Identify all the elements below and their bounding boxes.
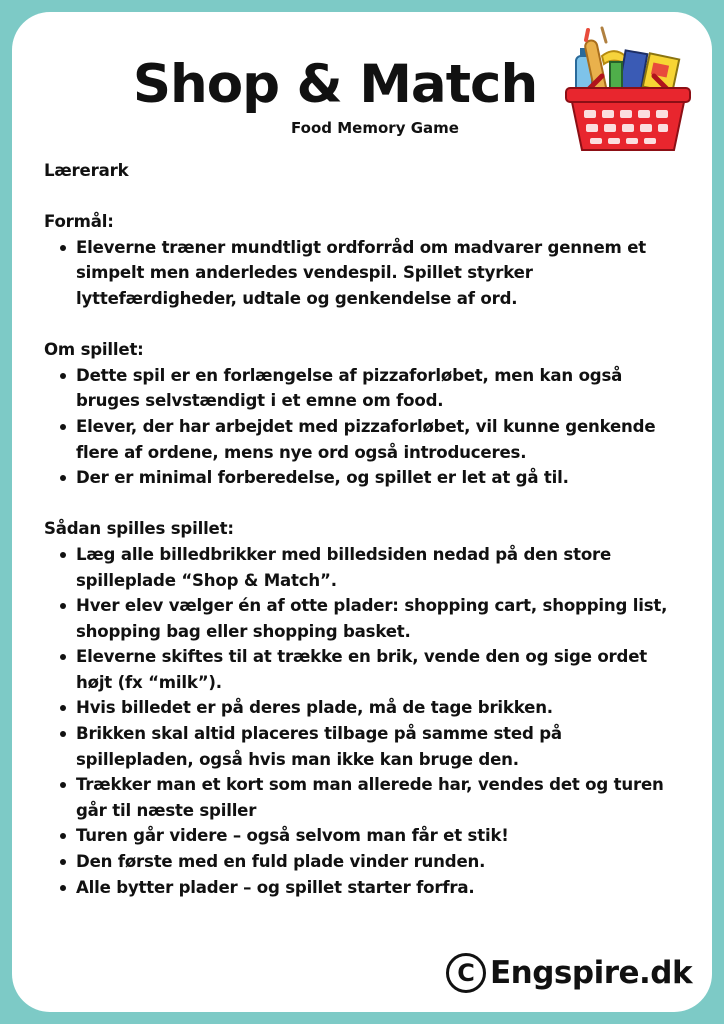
list-item: Den første med en fuld plade vinder runden. — [76, 849, 684, 875]
bullet-list — [44, 542, 684, 900]
bullet-list — [44, 235, 684, 312]
page-title: Shop & Match — [132, 54, 538, 115]
list-item: Eleverne træner mundtligt ordforråd om madvarer gennem et simpelt men anderledes vendespil. Spillet styrker lyttefærdigheder, udtale og genkendelse af ord. — [76, 235, 684, 312]
list-item: Turen går videre – også selvom man får et stik! — [76, 823, 684, 849]
list-item: Der er minimal forberedelse, og spillet er let at gå til. — [76, 465, 684, 491]
list-item: Alle bytter plader – og spillet starter forfra. — [76, 875, 684, 901]
copyright-icon: C — [446, 953, 486, 993]
section-heading: Om spillet: — [44, 340, 144, 360]
section-heading: Sådan spilles spillet: — [44, 519, 234, 539]
list-item: Trækker man et kort som man allerede har, vendes det og turen går til næste spiller — [76, 772, 684, 823]
worksheet-body — [44, 158, 684, 900]
brand-name: Engspire.dk — [490, 955, 693, 991]
bullet-list — [44, 363, 684, 491]
section-about-game — [44, 337, 684, 491]
sheet-label: Lærerark — [44, 161, 129, 180]
section-heading: Formål: — [44, 212, 114, 232]
section-how-to-play — [44, 516, 684, 900]
list-item: Eleverne skiftes til at trække en brik, vende den og sige ordet højt (fx “milk”). — [76, 644, 684, 695]
shopping-basket-icon — [562, 26, 694, 158]
list-item: Elever, der har arbejdet med pizzaforløbet, vil kunne genkende flere af ordene, mens nye ord også introduceres. — [76, 414, 684, 465]
list-item: Læg alle billedbrikker med billedsiden nedad på den store spilleplade “Shop & Match”. — [76, 542, 684, 593]
list-item: Hvis billedet er på deres plade, må de tage brikken. — [76, 695, 684, 721]
list-item: Dette spil er en forlængelse af pizzaforløbet, men kan også bruges selvstændigt i et emne om food. — [76, 363, 684, 414]
footer-brand — [446, 950, 692, 996]
list-item: Hver elev vælger én af otte plader: shopping cart, shopping list, shopping bag eller shopping basket. — [76, 593, 684, 644]
section-purpose — [44, 209, 684, 311]
page-subtitle: Food Memory Game — [291, 119, 459, 137]
list-item: Brikken skal altid placeres tilbage på samme sted på spillepladen, også hvis man ikke kan bruge den. — [76, 721, 684, 772]
